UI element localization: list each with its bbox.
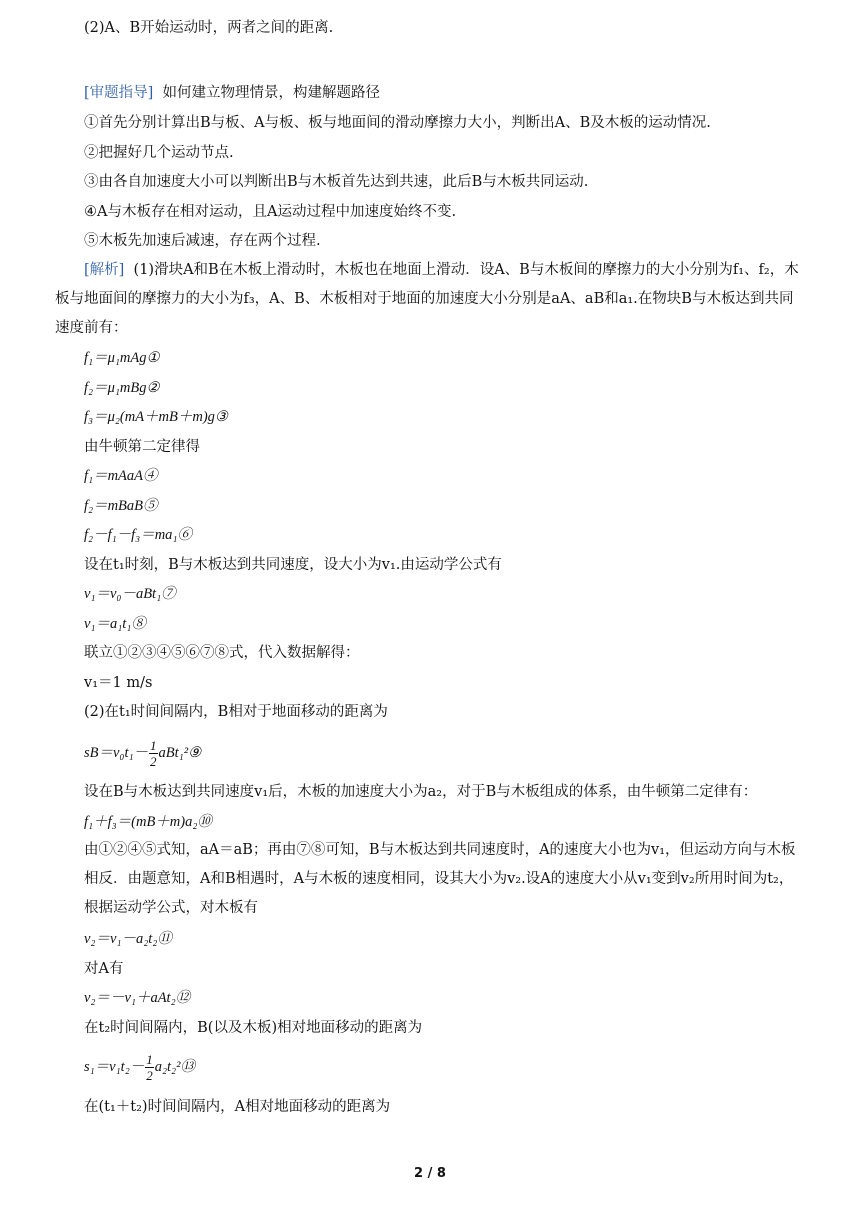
question-part-2: (2)A、B开始运动时，两者之间的距离.: [84, 20, 334, 36]
guide-item-1: ①首先分别计算出B与板、A与板、板与地面间的滑动摩擦力大小，判断出A、B及木板的运动情况.: [84, 115, 711, 131]
equation-5: f₂＝mBaB⑤: [84, 498, 158, 514]
fraction-half: [145, 1052, 154, 1083]
equation-13: [84, 1052, 800, 1083]
result-v1: v₁＝1 m/s: [84, 675, 153, 691]
equation-2: f₂＝μ₁mBg②: [84, 380, 160, 396]
t2-interval-text: 在t₂时间间隔内，B(以及木板)相对地面移动的距离为: [84, 1020, 423, 1036]
equation-12: v₂＝－v₁＋aAt₂⑫: [84, 990, 191, 1006]
equation-11: v₂＝v₁－a₂t₂⑪: [84, 931, 172, 947]
fraction-denominator: 2: [146, 1068, 153, 1084]
fraction-denominator: 2: [150, 754, 157, 770]
analysis-paragraph: [55, 256, 804, 343]
guide-item-5: ⑤木板先加速后减速，存在两个过程.: [84, 233, 321, 249]
analysis-text: (1)滑块A和B在木板上滑动时，木板也在地面上滑动．设A、B与木板间的摩擦力的大小分别为f₁、f₂，木板与地面间的摩擦力的大小为f₃，A、B、木板相对于地面的加速度大小分别是aA、aB和a₁.在物块B与木板达到共同速度前有：: [55, 262, 799, 336]
guide-item-2: ②把握好几个运动节点.: [84, 145, 234, 161]
equation-9: [84, 738, 800, 769]
common-speed-text: 设在t₁时刻，B与木板达到共同速度，设大小为v₁.由运动学公式有: [84, 557, 502, 573]
for-a-text: 对A有: [84, 961, 124, 977]
total-interval-text: 在(t₁＋t₂)时间间隔内，A相对地面移动的距离为: [84, 1099, 391, 1115]
relation-paragraph: 由①②④⑤式知，aA＝aB；再由⑦⑧可知，B与木板达到共同速度时，A的速度大小也为v₁，但运动方向与木板相反．由题意知，A和B相遇时，A与木板的速度相同，设其大小为v₂.设A的速度大小从v₁变到v₂所用时间为t₂，根据运动学公式，对木板有: [84, 842, 796, 916]
part-2-text: (2)在t₁时间间隔内，B相对于地面移动的距离为: [84, 704, 388, 720]
equation-1: f₁＝μ₁mAg①: [84, 350, 160, 366]
combine-text: 联立①②③④⑤⑥⑦⑧式，代入数据解得：: [84, 645, 360, 661]
equation-10: f₁＋f₃＝(mB＋m)a₂⑩: [84, 814, 212, 830]
fraction-half: [149, 738, 158, 769]
equation-9-right: aBt₁²⑨: [158, 745, 202, 761]
guide-header: [84, 83, 800, 103]
equation-9-left: sB＝v₀t₁－: [84, 745, 149, 761]
fraction-numerator: 1: [146, 1052, 153, 1068]
newton-law-text: 由牛顿第二定律得: [84, 439, 200, 455]
common-speed-after-text: 设在B与木板达到共同速度v₁后，木板的加速度大小为a₂，对于B与木板组成的体系，由牛顿第二定律有：: [84, 784, 758, 800]
equation-7: v₁＝v₀－aBt₁⑦: [84, 586, 176, 602]
equation-3: f₃＝μ₂(mA＋mB＋m)g③: [84, 409, 228, 425]
fraction-numerator: 1: [150, 738, 157, 754]
guide-item-3: ③由各自加速度大小可以判断出B与木板首先达到共速，此后B与木板共同运动.: [84, 174, 589, 190]
analysis-label: [解析]: [84, 262, 125, 278]
equation-6: f₂－f₁－f₃＝ma₁⑥: [84, 527, 192, 543]
guide-label: [审题指导]: [84, 85, 154, 101]
guide-item-4: ④A与木板存在相对运动，且A运动过程中加速度始终不变.: [84, 204, 457, 220]
guide-title: 如何建立物理情景，构建解题路径: [162, 85, 381, 101]
equation-8: v₁＝a₁t₁⑧: [84, 616, 146, 632]
equation-13-right: a₂t₂²⑬: [154, 1059, 195, 1075]
equation-4: f₁＝mAaA④: [84, 468, 158, 484]
equation-13-left: s₁＝v₁t₂－: [84, 1059, 145, 1075]
page-number: 2 / 8: [414, 1166, 446, 1181]
